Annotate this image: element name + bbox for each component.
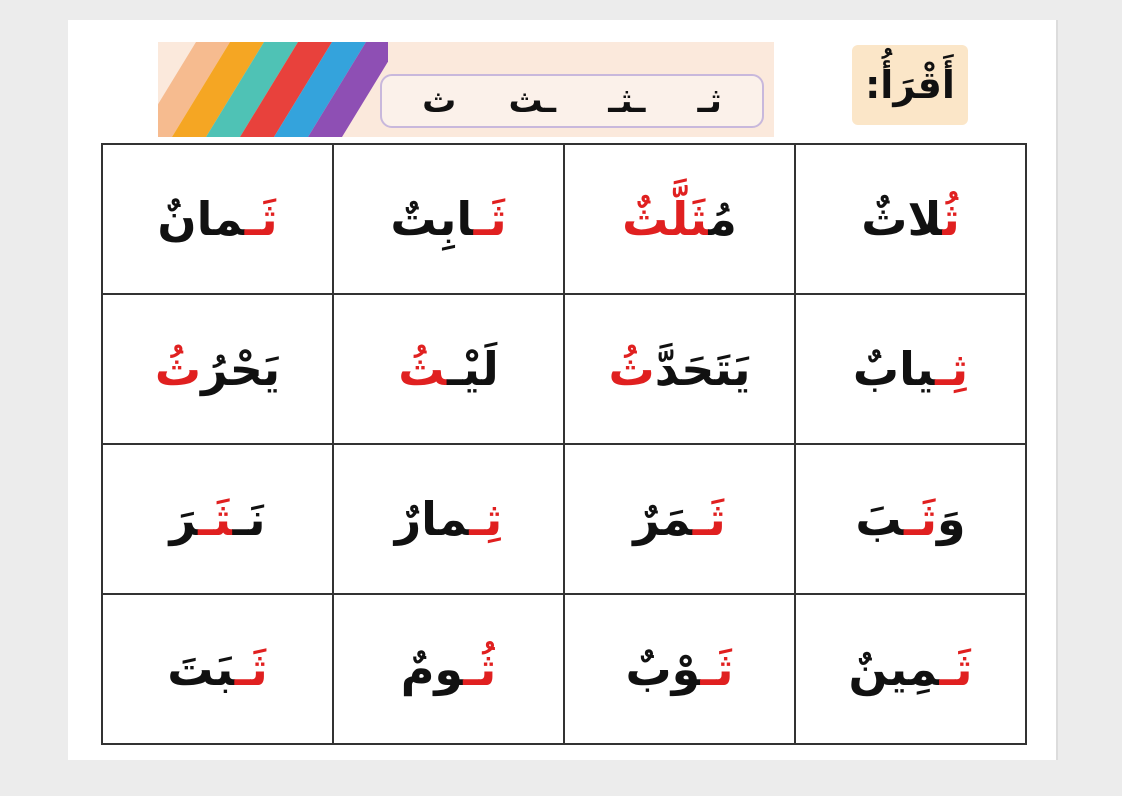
letter-form-medial: ـثـ (608, 81, 646, 121)
word-cell (795, 444, 1026, 594)
word-part: لاثٌ (861, 192, 943, 246)
word-cell (102, 144, 333, 294)
word-cell (102, 594, 333, 744)
word-grid (101, 143, 1027, 745)
highlighted-letter: ثُـ (463, 642, 497, 696)
word-part: بَتَ (167, 642, 235, 696)
word (853, 342, 968, 396)
highlighted-letter: ثُ (154, 342, 202, 396)
highlighted-letter: ثَـ (473, 192, 507, 246)
word (625, 642, 733, 696)
word-part: يَتَحَدَّ (654, 342, 751, 396)
word-part: يابٌ (852, 342, 936, 396)
word-cell (333, 444, 564, 594)
word-part: مارٌ (394, 492, 470, 546)
highlighted-letter: ثُ (398, 342, 447, 396)
word-cell (333, 144, 564, 294)
word-cell (795, 144, 1026, 294)
word-part: بَ (855, 492, 905, 546)
word (398, 342, 498, 396)
word (390, 192, 506, 246)
highlighted-letter: ثَـ (904, 492, 938, 546)
letter-form-final: ـث (508, 81, 557, 121)
page-edge (1056, 20, 1058, 760)
read-label: أَقْرَأُ: (852, 45, 968, 125)
letter-forms-banner (158, 42, 774, 137)
word-part: لَيْـ (446, 342, 499, 396)
word-cell (795, 594, 1026, 744)
word-cell (333, 594, 564, 744)
highlighted-letter: ثُ (942, 192, 960, 246)
word (861, 192, 959, 246)
word-cell (102, 444, 333, 594)
word-cell (795, 294, 1026, 444)
word-part: يَحْرُ (201, 342, 281, 396)
highlighted-letter: ثِـ (935, 342, 969, 396)
letter-forms-box (380, 74, 764, 128)
word (169, 492, 265, 546)
word-cell (564, 294, 795, 444)
word (401, 642, 497, 696)
highlighted-letter: ثَـ (198, 492, 233, 546)
highlighted-letter: ثُ (608, 342, 655, 396)
word (395, 492, 503, 546)
word-part: ومٌ (400, 642, 464, 696)
word-cell (102, 294, 333, 444)
grid-row (102, 144, 1026, 294)
highlighted-letter: ثَـ (692, 492, 726, 546)
grid-row (102, 444, 1026, 594)
word-part: وْبٌ (625, 642, 701, 696)
word (157, 192, 277, 246)
word (155, 342, 280, 396)
word-part: ابِتٌ (390, 192, 474, 246)
highlighted-letter: ثَـ (234, 642, 268, 696)
word-part: مُ (708, 192, 737, 246)
word (855, 492, 965, 546)
highlighted-letter: ثِـ (469, 492, 503, 546)
word-part: نَـ (232, 492, 266, 546)
word-part: مَرٌ (633, 492, 693, 546)
word (167, 642, 267, 696)
word-part: مِينٌ (848, 642, 940, 696)
word-cell (564, 144, 795, 294)
highlighted-letter: ثَلَّثٌ (622, 192, 709, 246)
grid-row (102, 594, 1026, 744)
word-part: رَ (169, 492, 199, 546)
letter-form-initial: ثـ (697, 81, 722, 121)
word-cell (333, 294, 564, 444)
letter-form-isolated: ث (422, 81, 457, 121)
word (633, 492, 725, 546)
word (848, 642, 972, 696)
word-part: وَ (937, 492, 966, 546)
word-part: مانٌ (157, 192, 245, 246)
rainbow-stripes-decoration (158, 42, 388, 137)
word-cell (564, 594, 795, 744)
word (622, 192, 737, 246)
highlighted-letter: ثَـ (700, 642, 734, 696)
grid-row (102, 294, 1026, 444)
highlighted-letter: ثَـ (244, 192, 278, 246)
word-cell (564, 444, 795, 594)
word (608, 342, 750, 396)
highlighted-letter: ثَـ (939, 642, 973, 696)
